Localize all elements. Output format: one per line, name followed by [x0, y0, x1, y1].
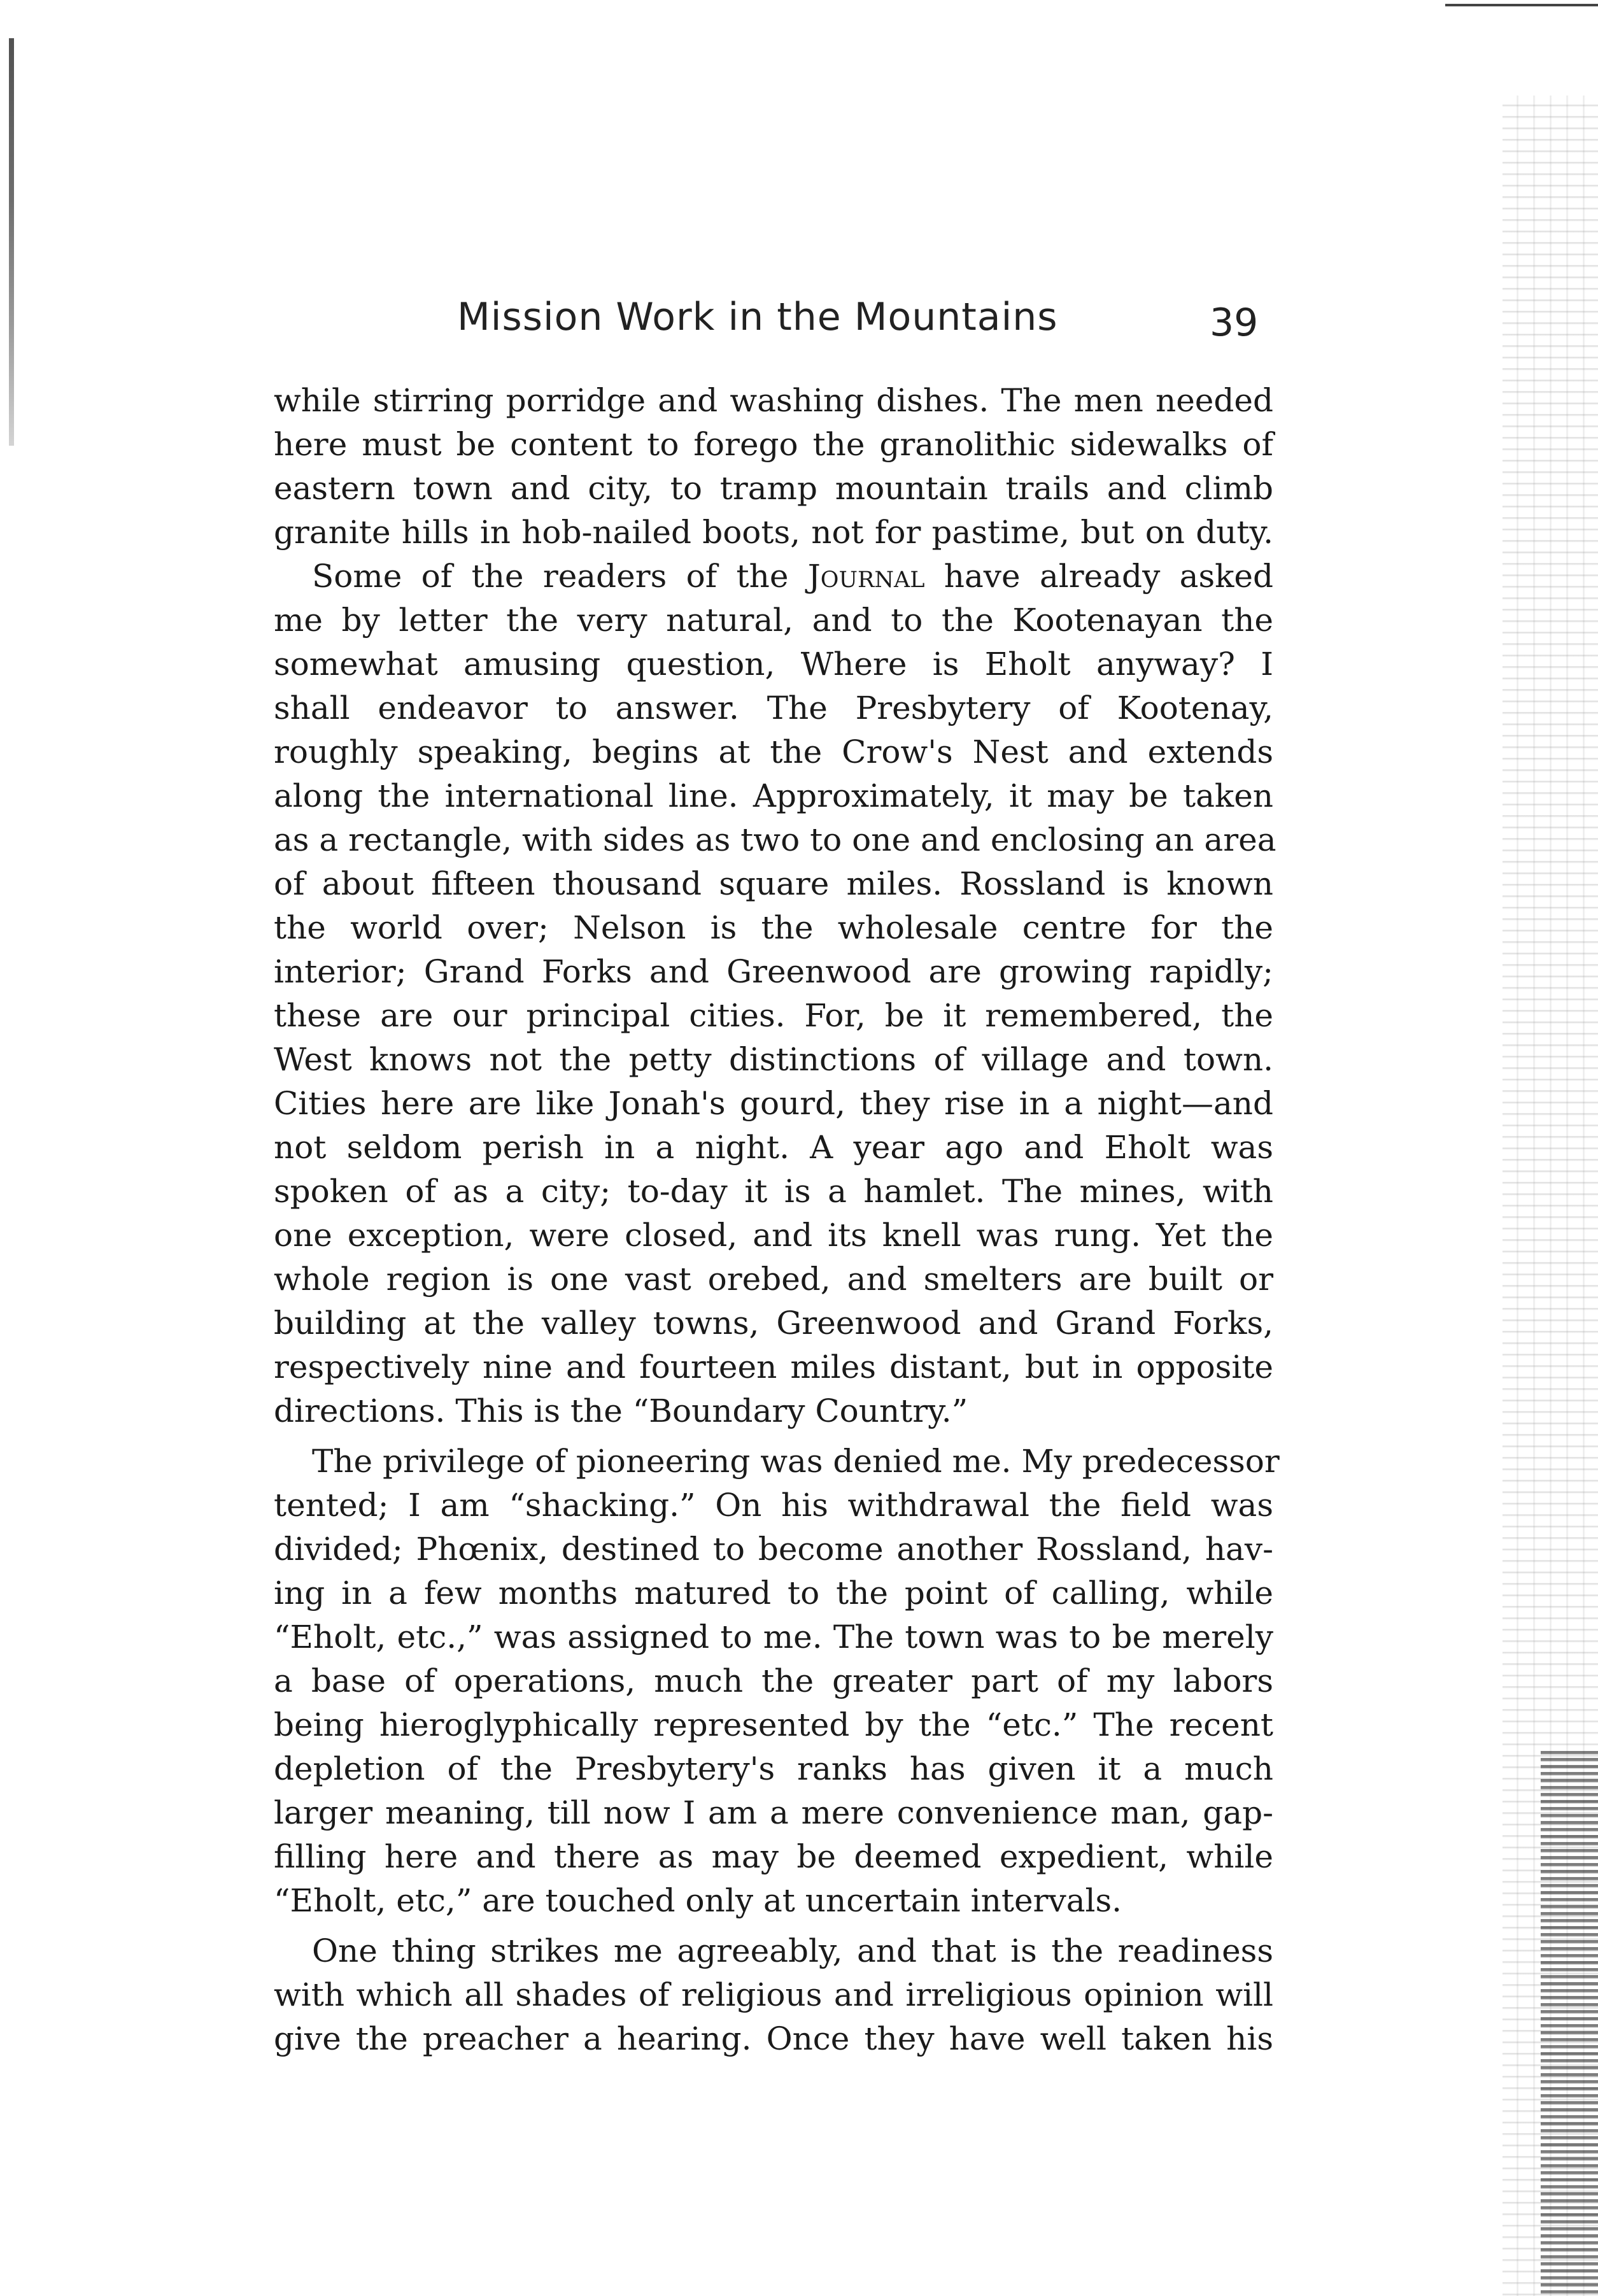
paragraph-1 [274, 379, 1273, 555]
scan-right-edge-dark [1541, 1751, 1598, 2296]
text-line: shall endeavor to answer. The Presbytery of Kootenay, [274, 690, 1273, 726]
text-line: West knows not the petty distinctions of village and town. [274, 1041, 1273, 1078]
running-head: Mission Work in the Mountains [457, 295, 1058, 339]
text-line: being hieroglyphically represented by the “etc.” The recent [274, 1706, 1273, 1743]
text-line: the world over; Nelson is the wholesale centre for the [274, 909, 1273, 946]
text-line: spoken of as a city; to-day it is a hamlet. The mines, with [274, 1173, 1273, 1210]
text-line-first [274, 555, 1273, 599]
text-line: The privilege of pioneering was denied me. My predecessor [312, 1443, 1280, 1480]
text-line: a base of operations, much the greater part of my labors [274, 1662, 1273, 1699]
text-line: while stirring porridge and washing dishes. The men needed [274, 382, 1273, 419]
text-line: larger meaning, till now I am a mere convenience man, gap- [274, 1794, 1273, 1831]
paragraph-3 [274, 1440, 1280, 1923]
text-line: roughly speaking, begins at the Crow's Nest and extends [274, 733, 1273, 770]
text-line: whole region is one vast orebed, and smelters are built or [274, 1261, 1273, 1298]
journal-smallcaps: Journal [807, 558, 925, 595]
text-line: as a rectangle, with sides as two to one and enclosing an area [274, 821, 1276, 858]
text-line: directions. This is the “Boundary Country.” [274, 1392, 968, 1429]
text-line: not seldom perish in a night. A year ago and Eholt was [274, 1129, 1273, 1166]
text-line: granite hills in hob-nailed boots, not for pastime, but on duty. [274, 514, 1273, 551]
paragraph-2 [274, 555, 1276, 1433]
text-span: Some of the readers of the [312, 558, 808, 595]
text-line: ing in a few months matured to the point of calling, while [274, 1575, 1273, 1612]
text-line: give the preacher a hearing. Once they have well taken his [274, 2020, 1273, 2057]
scan-top-rule [1445, 4, 1598, 6]
page-body [274, 379, 1280, 2061]
text-line: of about fifteen thousand square miles. Rossland is known [274, 865, 1273, 902]
text-line: me by letter the very natural, and to the Kootenayan the [274, 602, 1273, 639]
text-line: divided; Phœnix, destined to become another Rossland, hav- [274, 1531, 1273, 1568]
text-line: somewhat amusing question, Where is Eholt anyway? I [274, 646, 1273, 683]
text-line: Cities here are like Jonah's gourd, they rise in a night—and [274, 1085, 1273, 1122]
text-line: these are our principal cities. For, be it remembered, the [274, 997, 1273, 1034]
text-span: have already asked [924, 558, 1273, 595]
text-line: with which all shades of religious and irreligious opinion will [274, 1976, 1273, 2013]
text-line: eastern town and city, to tramp mountain trails and climb [274, 470, 1273, 507]
text-line: One thing strikes me agreeably, and that is the readiness [312, 1932, 1273, 1969]
text-line: interior; Grand Forks and Greenwood are growing rapidly; [274, 953, 1273, 990]
scan-left-edge [9, 38, 14, 446]
text-line: respectively nine and fourteen miles distant, but in opposite [274, 1349, 1273, 1385]
text-line: filling here and there as may be deemed expedient, while [274, 1838, 1273, 1875]
text-line: “Eholt, etc,” are touched only at uncertain intervals. [274, 1882, 1122, 1919]
text-line: along the international line. Approximately, it may be taken [274, 777, 1273, 814]
text-line: here must be content to forego the granolithic sidewalks of [274, 426, 1273, 463]
text-line: tented; I am “shacking.” On his withdrawal the field was [274, 1487, 1273, 1524]
text-line: building at the valley towns, Greenwood and Grand Forks, [274, 1305, 1273, 1342]
text-line: one exception, were closed, and its knell was rung. Yet the [274, 1217, 1273, 1254]
page-number: 39 [1210, 301, 1259, 345]
text-line: “Eholt, etc.,” was assigned to me. The town was to be merely [274, 1619, 1273, 1655]
text-line: depletion of the Presbytery's ranks has given it a much [274, 1750, 1273, 1787]
paragraph-4 [274, 1929, 1273, 2061]
